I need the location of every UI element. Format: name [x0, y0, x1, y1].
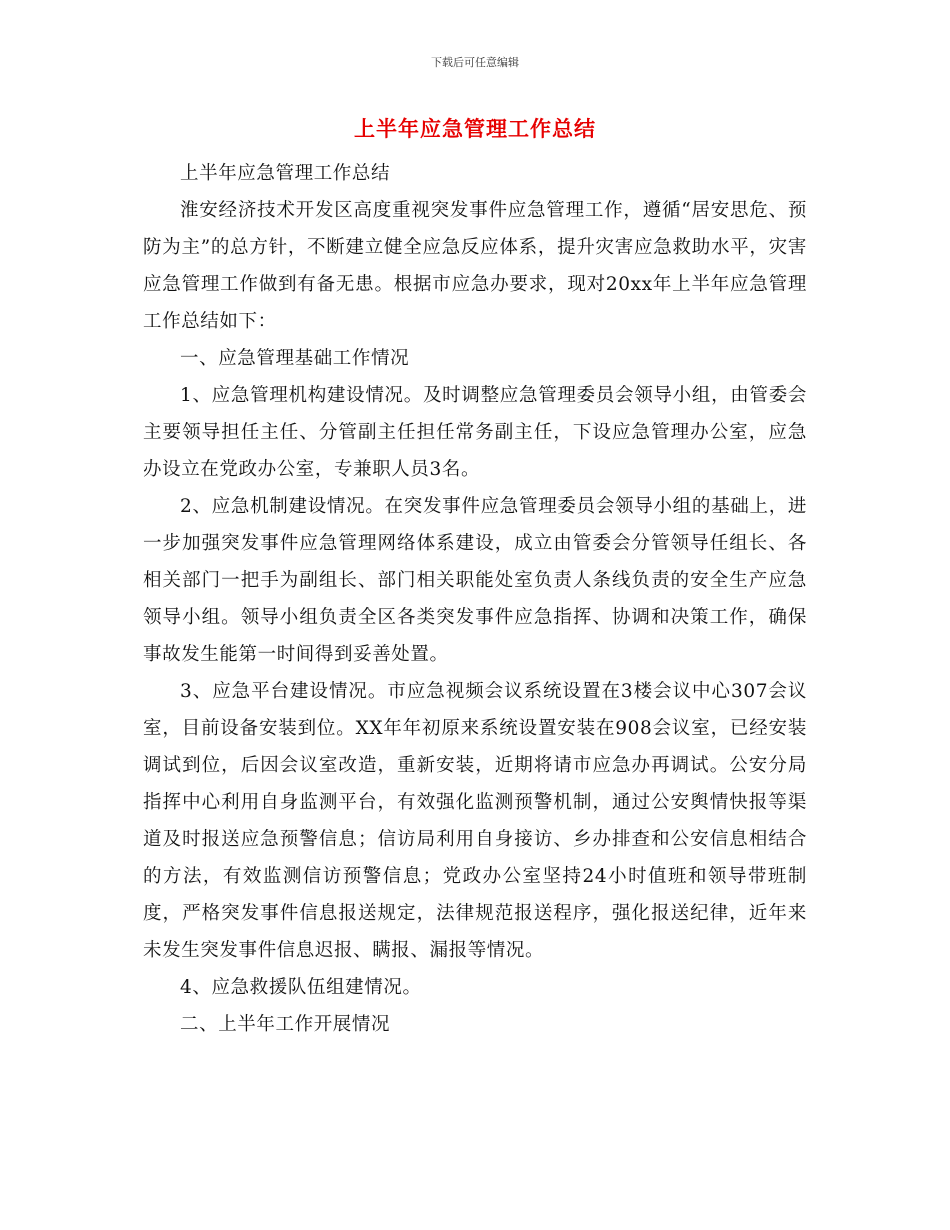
document-title: 上半年应急管理工作总结	[354, 117, 596, 141]
paragraph-item-2: 2、应急机制建设情况。在突发事件应急管理委员会领导小组的基础上，进一步加强突发事件应急管理网络体系建设，成立由管委会分管领导任组长、各相关部门一把手为副组长、部门相关职能处室负责人条线负责的安全生产应急领导小组。领导小组负责全区各类突发事件应急指挥、协调和决策工作，确保事故发生能第一时间得到妥善处置。	[143, 496, 807, 665]
section-heading-2: 二、上半年工作开展情况	[180, 1014, 391, 1035]
document-body	[143, 155, 807, 1043]
paragraph-item-3: 3、应急平台建设情况。市应急视频会议系统设置在3楼会议中心307会议室，目前设备安装到位。XX年年初原来系统设置安装在908会议室，已经安装调试到位，后因会议室改造，重新安装，近期将请市应急办再调试。公安分局指挥中心利用自身监测平台，有效强化监测预警机制，通过公安舆情快报等渠道及时报送应急预警信息；信访局利用自身接访、乡办排查和公安信息相结合的方法，有效监测信访预警信息；党政办公室坚持24小时值班和领导带班制度，严格突发事件信息报送规定，法律规范报送程序，强化报送纪律，近年来未发生突发事件信息迟报、瞒报、漏报等情况。	[143, 681, 807, 961]
paragraph-subtitle: 上半年应急管理工作总结	[180, 163, 391, 184]
paragraph-item-1: 1、应急管理机构建设情况。及时调整应急管理委员会领导小组，由管委会主要领导担任主任、分管副主任担任常务副主任，下设应急管理办公室，应急办设立在党政办公室，专兼职人员3名。	[143, 385, 807, 480]
section-heading-1: 一、应急管理基础工作情况	[180, 348, 410, 369]
paragraph-item-4: 4、应急救援队伍组建情况。	[180, 977, 422, 998]
header-note: 下载后可任意编辑	[431, 56, 519, 69]
paragraph-intro: 淮安经济技术开发区高度重视突发事件应急管理工作，遵循“居安思危、预防为主”的总方针，不断建立健全应急反应体系，提升灾害应急救助水平，灾害应急管理工作做到有备无患。根据市应急办要求，现对20xx年上半年应急管理工作总结如下：	[143, 200, 807, 332]
